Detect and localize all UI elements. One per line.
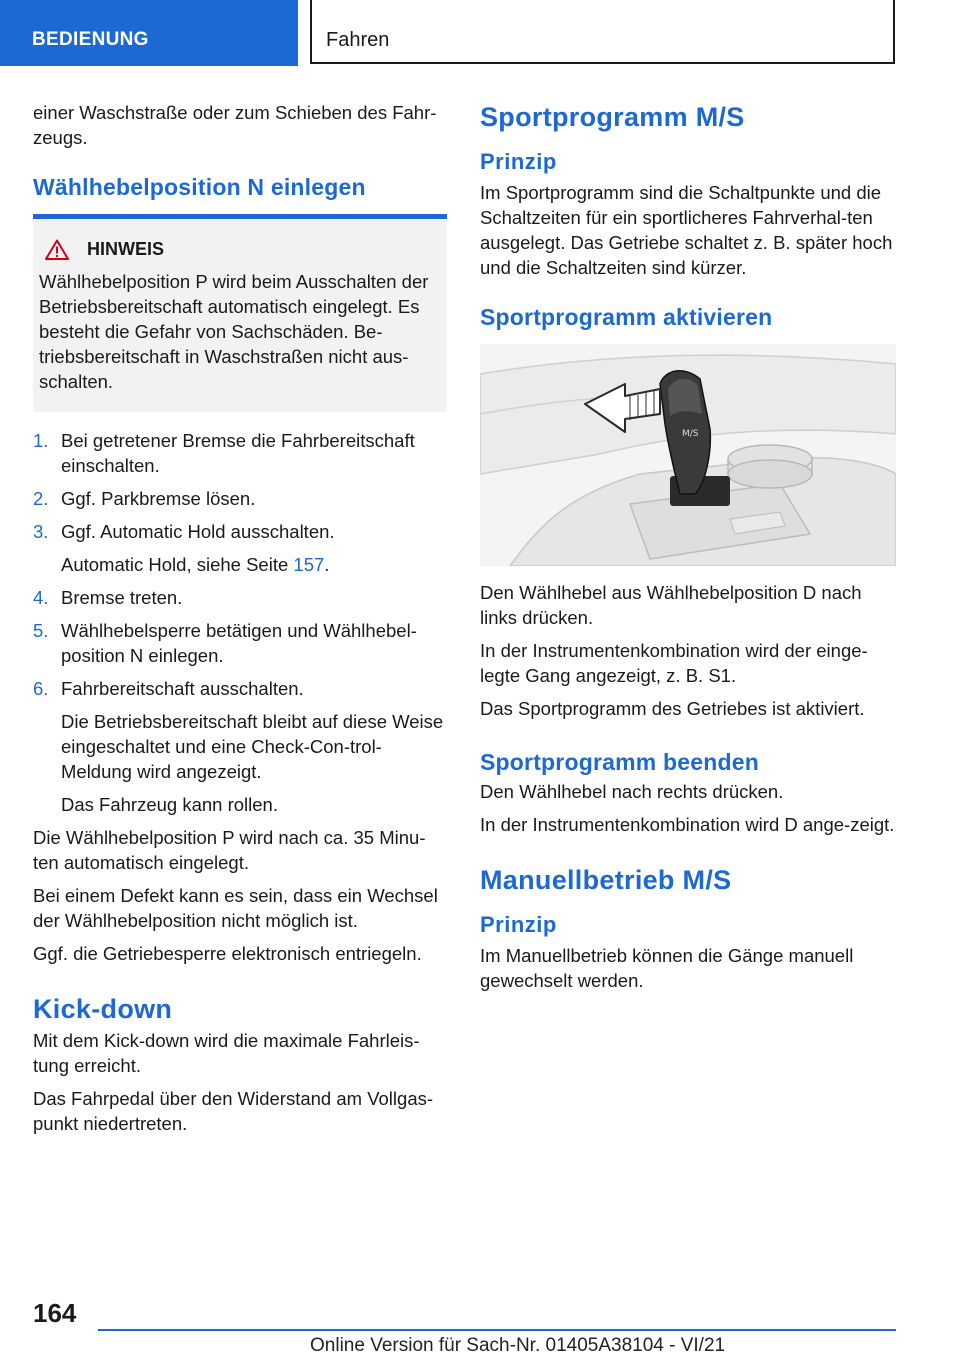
step-number: 4. <box>33 587 49 608</box>
intro-text: einer Waschstraße oder zum Schieben des Fahr-zeugs. <box>33 102 437 148</box>
step-number: 1. <box>33 430 49 451</box>
warning-icon <box>45 239 69 260</box>
step-text: Bremse treten. <box>61 587 183 608</box>
list-item <box>33 618 447 668</box>
heading-activate: Sportprogramm aktivieren <box>480 304 773 330</box>
left-column <box>33 100 447 1144</box>
list-item <box>33 519 447 577</box>
list-item <box>33 486 447 511</box>
step-number: 2. <box>33 488 49 509</box>
subheading-prinzip: Prinzip <box>480 149 557 174</box>
step-number: 3. <box>33 521 49 542</box>
footer-divider <box>98 1329 896 1331</box>
body-text: In der Instrumentenkombination wird der einge-legte Gang angezeigt, z. B. S1. <box>480 640 868 686</box>
heading-manual: Manuellbetrieb M/S <box>480 865 732 895</box>
step-subtext: Die Betriebsbereitschaft bleibt auf diese Weise eingeschaltet und eine Check-Con-trol-Meldung wird angezeigt. <box>61 711 444 782</box>
steps-list <box>33 428 447 817</box>
step-number: 5. <box>33 620 49 641</box>
body-text: Den Wählhebel nach rechts drücken. <box>480 781 784 802</box>
subheading-prinzip: Prinzip <box>480 912 557 937</box>
notice-title-text: HINWEIS <box>87 239 165 259</box>
body-text: Im Sportprogramm sind die Schaltpunkte und die Schaltzeiten für ein sportlicheres Fahrverhal-ten ausgelegt. Das Getriebe schaltet z. B. später hoch und die Schaltzeiten sind kürzer. <box>480 182 893 278</box>
step-subtext: Das Fahrzeug kann rollen. <box>61 794 278 815</box>
body-text: Den Wählhebel aus Wählhebelposition D nach links drücken. <box>480 582 862 628</box>
body-text: Die Wählhebelposition P wird nach ca. 35 Minu-ten automatisch eingelegt. <box>33 827 426 873</box>
step-text: Wählhebelsperre betätigen und Wählhebel-position N einlegen. <box>61 620 417 666</box>
right-column <box>480 100 896 1001</box>
heading-sportprogramm: Sportprogramm M/S <box>480 102 745 132</box>
list-item <box>33 428 447 478</box>
page-number: 164 <box>33 1298 77 1328</box>
body-text: Bei einem Defekt kann es sein, dass ein Wechsel der Wählhebelposition nicht möglich ist. <box>33 885 438 931</box>
step-text: Fahrbereitschaft ausschalten. <box>61 678 304 699</box>
footer-online-version: Online Version für Sach-Nr. 01405A38104 - VI/21 <box>310 1335 726 1356</box>
heading-n-position: Wählhebelposition N einlegen <box>33 174 366 200</box>
body-text: Das Fahrpedal über den Widerstand am Vollgas-punkt niedertreten. <box>33 1088 434 1134</box>
chapter-label: Fahren <box>310 0 895 64</box>
gear-selector-illustration <box>480 344 896 566</box>
cross-reference-suffix: . <box>324 554 330 575</box>
step-number: 6. <box>33 678 49 699</box>
body-text: In der Instrumentenkombination wird D ange-zeigt. <box>480 814 895 835</box>
body-text: Mit dem Kick-down wird die maximale Fahrleis-tung erreicht. <box>33 1030 420 1076</box>
step-text: Bei getretener Bremse die Fahrbereitschaft einschalten. <box>61 430 415 476</box>
page-link[interactable]: 157 <box>293 554 325 575</box>
notice-box <box>33 214 447 412</box>
step-subtext <box>61 552 447 577</box>
list-item <box>33 585 447 610</box>
body-text: Ggf. die Getriebesperre elektronisch entriegeln. <box>33 943 422 964</box>
notice-text: Wählhebelposition P wird beim Ausschalten der Betriebsbereitschaft automatisch eingelegt. Es besteht die Gefahr von Sachschäden. Be-triebsbereitschaft in Waschstraßen nicht aus-schalten. <box>39 271 429 392</box>
notice-title <box>39 239 437 260</box>
page-header <box>0 0 960 66</box>
body-text: Das Sportprogramm des Getriebes ist aktiviert. <box>480 698 865 719</box>
shifter-label: M/S <box>682 429 699 439</box>
step-text: Ggf. Automatic Hold ausschalten. <box>61 521 335 542</box>
list-item <box>33 676 447 817</box>
section-label: BEDIENUNG <box>0 0 298 66</box>
cross-reference-text: Automatic Hold, siehe Seite <box>61 554 294 575</box>
gear-selector-drawing <box>480 344 896 566</box>
heading-end: Sportprogramm beenden <box>480 749 759 775</box>
body-text: Im Manuellbetrieb können die Gänge manuell gewechselt werden. <box>480 945 854 991</box>
step-text: Ggf. Parkbremse lösen. <box>61 488 256 509</box>
heading-kick-down: Kick-down <box>33 994 173 1024</box>
